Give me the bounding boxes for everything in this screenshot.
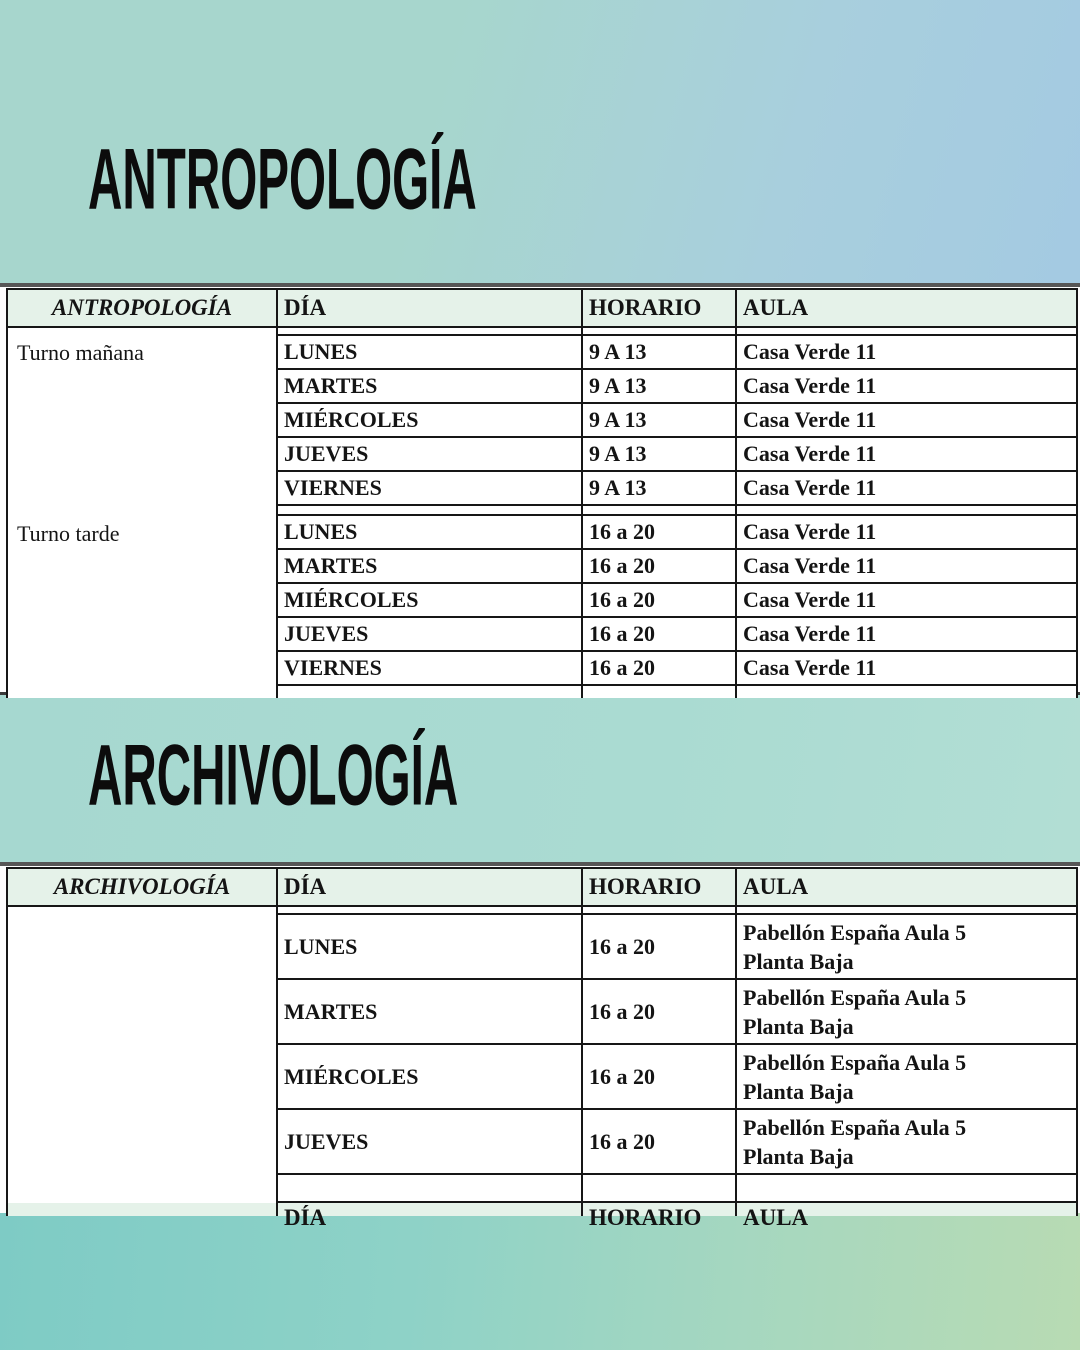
aula-cell: Casa Verde 11 bbox=[737, 438, 1076, 472]
aula-cell: Casa Verde 11 bbox=[737, 652, 1076, 686]
dia-cell: MIÉRCOLES bbox=[278, 404, 583, 438]
aula-cell: Casa Verde 11 bbox=[737, 472, 1076, 506]
bottom-background-band bbox=[0, 1213, 1080, 1350]
dia-cell: MIÉRCOLES bbox=[278, 1045, 583, 1110]
horario-cell: 16 a 20 bbox=[583, 1110, 737, 1175]
dia-cell: LUNES bbox=[278, 915, 583, 980]
spacer-row bbox=[737, 328, 1076, 336]
aula-line2: Planta Baja bbox=[743, 1079, 854, 1105]
table2-corner-header: ARCHIVOLOGÍA bbox=[8, 869, 278, 907]
aula-cell bbox=[737, 1110, 1076, 1175]
aula-line1: Pabellón España Aula 5 bbox=[743, 1050, 967, 1075]
horario-cell: 16 a 20 bbox=[583, 550, 737, 584]
aula-cell: Casa Verde 11 bbox=[737, 370, 1076, 404]
empty-row bbox=[583, 1175, 737, 1203]
antropologia-schedule-table bbox=[6, 288, 1078, 698]
aula-line2: Planta Baja bbox=[743, 1144, 854, 1170]
dia-cell: JUEVES bbox=[278, 1110, 583, 1175]
spacer-row bbox=[583, 907, 737, 915]
spacer-row bbox=[737, 506, 1076, 516]
spacer-row bbox=[278, 506, 583, 516]
aula-cell bbox=[737, 915, 1076, 980]
dia-cell: MARTES bbox=[278, 370, 583, 404]
table2-empty-left-column bbox=[8, 907, 278, 1203]
table2-col-header-aula: AULA bbox=[737, 869, 1076, 907]
aula-cell: Casa Verde 11 bbox=[737, 516, 1076, 550]
section-title-archivologia: ARCHIVOLOGÍA bbox=[88, 726, 459, 824]
horario-cell: 9 A 13 bbox=[583, 404, 737, 438]
horario-cell: 16 a 20 bbox=[583, 584, 737, 618]
cutoff-row bbox=[583, 686, 737, 698]
table1-col-header-dia: DÍA bbox=[278, 290, 583, 328]
archivologia-schedule-table bbox=[6, 867, 1078, 1230]
aula-cell bbox=[737, 980, 1076, 1045]
spacer-row bbox=[737, 907, 1076, 915]
empty-row bbox=[278, 1175, 583, 1203]
table2-col-header-dia: DÍA bbox=[278, 869, 583, 907]
aula-cell bbox=[737, 1045, 1076, 1110]
horario-cell: 16 a 20 bbox=[583, 652, 737, 686]
table2-col-header-horario: HORARIO bbox=[583, 869, 737, 907]
horario-cell: 16 a 20 bbox=[583, 980, 737, 1045]
aula-cell: Casa Verde 11 bbox=[737, 336, 1076, 370]
aula-cell: Casa Verde 11 bbox=[737, 584, 1076, 618]
horario-cell: 9 A 13 bbox=[583, 370, 737, 404]
table1-corner-header: ANTROPOLOGÍA bbox=[8, 290, 278, 328]
horario-cell: 16 a 20 bbox=[583, 516, 737, 550]
dia-cell: VIERNES bbox=[278, 652, 583, 686]
dia-cell: MIÉRCOLES bbox=[278, 584, 583, 618]
aula-line1: Pabellón España Aula 5 bbox=[743, 1115, 967, 1140]
dia-cell: MARTES bbox=[278, 550, 583, 584]
horario-cell: 9 A 13 bbox=[583, 438, 737, 472]
spacer-row bbox=[278, 328, 583, 336]
antropologia-document-region bbox=[0, 283, 1080, 695]
table1-col-header-aula: AULA bbox=[737, 290, 1076, 328]
next-table-header-corner-cutoff bbox=[8, 1203, 278, 1216]
top-background-band bbox=[0, 0, 1080, 283]
cutoff-row bbox=[737, 686, 1076, 698]
next-table-header-dia-cutoff: DÍA bbox=[278, 1203, 583, 1216]
empty-row bbox=[737, 1175, 1076, 1203]
dia-cell: JUEVES bbox=[278, 618, 583, 652]
cutoff-row bbox=[278, 686, 583, 698]
next-table-header-aula-cutoff: AULA bbox=[737, 1203, 1076, 1216]
aula-line1: Pabellón España Aula 5 bbox=[743, 920, 967, 945]
spacer-row bbox=[278, 907, 583, 915]
aula-line1: Pabellón España Aula 5 bbox=[743, 985, 967, 1010]
middle-background-band bbox=[0, 695, 1080, 862]
aula-line2: Planta Baja bbox=[743, 1014, 854, 1040]
archivologia-document-region bbox=[0, 862, 1080, 1230]
dia-cell: JUEVES bbox=[278, 438, 583, 472]
horario-cell: 9 A 13 bbox=[583, 336, 737, 370]
table1-col-header-horario: HORARIO bbox=[583, 290, 737, 328]
turno-manana-label: Turno mañana bbox=[17, 340, 144, 365]
horario-cell: 16 a 20 bbox=[583, 915, 737, 980]
horario-cell: 16 a 20 bbox=[583, 1045, 737, 1110]
horario-cell: 9 A 13 bbox=[583, 472, 737, 506]
table1-turno-column bbox=[8, 328, 278, 698]
dia-cell: VIERNES bbox=[278, 472, 583, 506]
dia-cell: LUNES bbox=[278, 336, 583, 370]
next-table-header-horario-cutoff: HORARIO bbox=[583, 1203, 737, 1216]
aula-cell: Casa Verde 11 bbox=[737, 404, 1076, 438]
aula-cell: Casa Verde 11 bbox=[737, 550, 1076, 584]
spacer-row bbox=[583, 506, 737, 516]
section-title-antropologia: ANTROPOLOGÍA bbox=[88, 130, 477, 228]
dia-cell: LUNES bbox=[278, 516, 583, 550]
dia-cell: MARTES bbox=[278, 980, 583, 1045]
spacer-row bbox=[583, 328, 737, 336]
turno-tarde-label: Turno tarde bbox=[17, 521, 120, 546]
aula-line2: Planta Baja bbox=[743, 949, 854, 975]
horario-cell: 16 a 20 bbox=[583, 618, 737, 652]
aula-cell: Casa Verde 11 bbox=[737, 618, 1076, 652]
